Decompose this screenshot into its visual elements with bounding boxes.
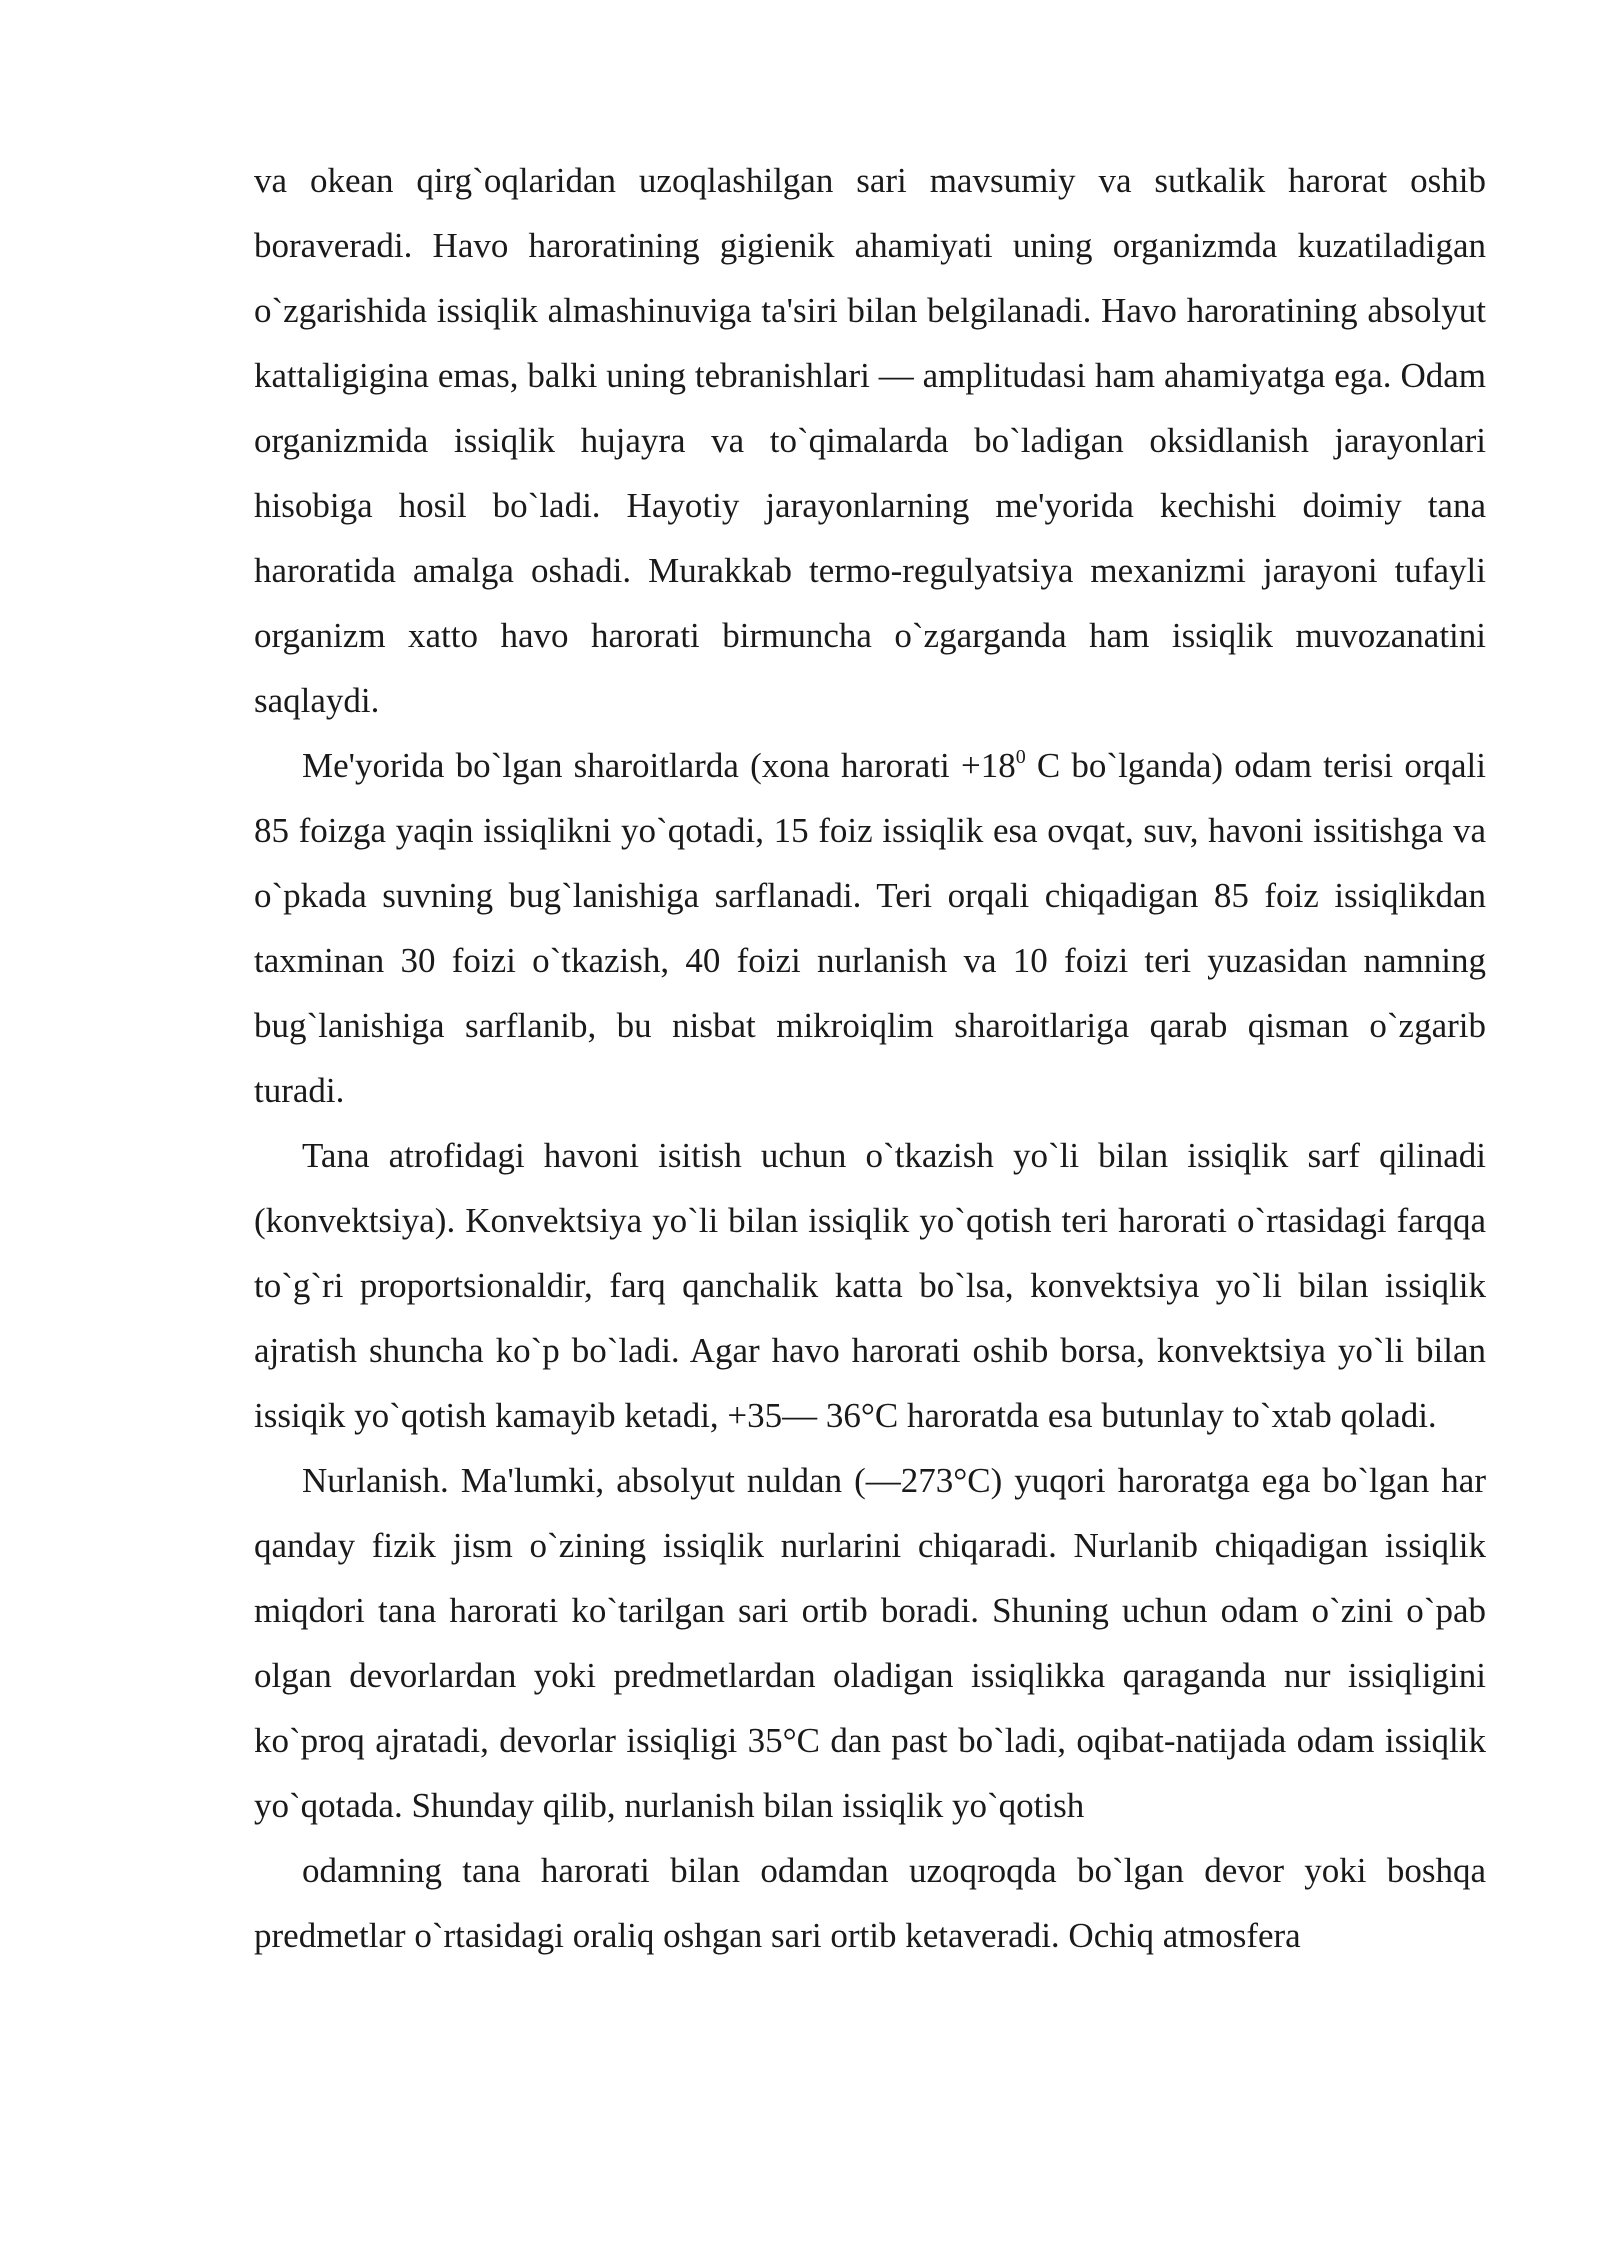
- degree-superscript: 0: [1015, 746, 1026, 768]
- paragraph-2-text-before: Me'yorida bo`lgan sharoitlarda (xona harorati +18: [302, 746, 1016, 785]
- body-text: [254, 148, 1486, 1968]
- paragraph-3: Tana atrofidagi havoni isitish uchun o`tkazish yo`li bilan issiqlik sarf qilinadi (konvektsiya). Konvektsiya yo`li bilan issiqlik yo`qotish teri harorati o`rtasidagi farqqa to`g`ri proportsionaldir, farq qanchalik katta bo`lsa, konvektsiya yo`li bilan issiqlik ajratish shuncha ko`p bo`ladi. Agar havo harorati oshib borsa, konvektsiya yo`li bilan issiqik yo`qotish kamayib ketadi, +35— 36°C haroratda esa butunlay to`xtab qoladi.: [254, 1136, 1486, 1435]
- paragraph-1: va okean qirg`oqlaridan uzoqlashilgan sari mavsumiy va sutkalik harorat oshib boraveradi. Havo haroratining gigienik ahamiyati uning organizmda kuzatiladigan o`zgarishida issiqlik almashinuviga ta'siri bilan belgilanadi. Havo haroratining absolyut kattaligigina emas, balki uning tebranishlari — amplitudasi ham ahamiyatga ega. Odam organizmida issiqlik hujayra va to`qimalarda bo`ladigan oksidlanish jarayonlari hisobiga hosil bo`ladi. Hayotiy jarayonlarning me'yorida kechishi doimiy tana haroratida amalga oshadi. Murakkab termo-regulyatsiya mexanizmi jarayoni tufayli organizm xatto havo harorati birmuncha o`zgarganda ham issiqlik muvozanatini saqlaydi.: [254, 161, 1486, 720]
- paragraph-2-text-after: C bo`lganda) odam terisi orqali 85 foizga yaqin issiqlikni yo`qotadi, 15 foiz issiqlik esa ovqat, suv, havoni issitishga va o`pkada suvning bug`lanishiga sarflanadi. Teri orqali chiqadigan 85 foiz issiqlikdan taxminan 30 foizi o`tkazish, 40 foizi nurlanish va 10 foizi teri yuzasidan namning bug`lanishiga sarflanib, bu nisbat mikroiqlim sharoitlariga qarab qisman o`zgarib turadi.: [254, 746, 1486, 1110]
- paragraph-2: [254, 733, 1486, 1123]
- paragraph-5: odamning tana harorati bilan odamdan uzoqroqda bo`lgan devor yoki boshqa predmetlar o`rtasidagi oraliq oshgan sari ortib ketaveradi. Ochiq atmosfera: [254, 1851, 1486, 1955]
- paragraph-4: Nurlanish. Ma'lumki, absolyut nuldan (—273°C) yuqori haroratga ega bo`lgan har qanday fizik jism o`zining issiqlik nurlarini chiqaradi. Nurlanib chiqadigan issiqlik miqdori tana harorati ko`tarilgan sari ortib boradi. Shuning uchun odam o`zini o`pab olgan devorlardan yoki predmetlardan oladigan issiqlikka qaraganda nur issiqligini ko`proq ajratadi, devorlar issiqligi 35°C dan past bo`ladi, oqibat-natijada odam issiqlik yo`qotada. Shunday qilib, nurlanish bilan issiqlik yo`qotish: [254, 1461, 1486, 1825]
